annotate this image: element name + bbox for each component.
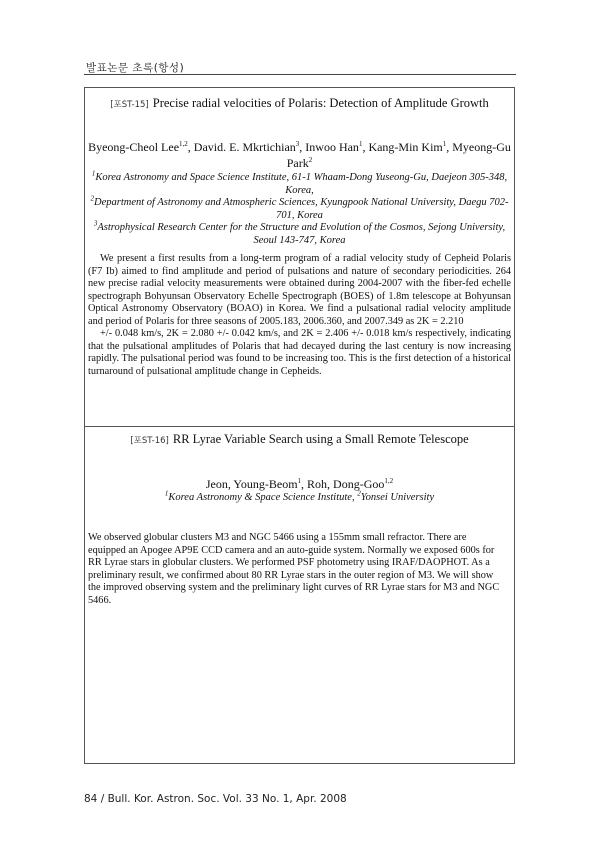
affiliation: $^3$Astrophysical Research Center for the Structure and Evolution of the Cosmos, Sejong University, Seoul 143-747, Korea	[93, 219, 506, 246]
paper2-title: RR Lyrae Variable Search using a Small Remote Telescope	[172, 432, 469, 446]
paper1-title: Precise radial velocities of Polaris: Detection of Amplitude Growth	[152, 96, 489, 110]
page-footer-citation: 84 / Bull. Kor. Astron. Soc. Vol. 33 No. 1, Apr. 2008	[84, 793, 347, 805]
author-name: Kang-Min Kim	[368, 140, 443, 154]
paper2-authors: Jeon, Young-Beom$^1$, Roh, Dong-Goo$^{1,2}$	[205, 477, 394, 491]
paper2-title-block	[88, 431, 511, 449]
author-name: David. E. Mkrtichian	[193, 140, 296, 154]
affiliation: Korea Astronomy & Space Science Institute,	[168, 492, 355, 503]
affiliation: $^1$Korea Astronomy and Space Science Institute, 61-1 Whaam-Dong Yuseong-Gu, Daejeon 305-348, Korea,	[91, 169, 508, 196]
paper1-tag: [포ST-15]	[110, 100, 149, 110]
affiliation: Yonsei University	[360, 492, 435, 503]
paper1-abstract	[88, 253, 511, 378]
paper1-authors: Byeong-Cheol Lee$^{1,2}$, David. E. Mkrtichian$^3$, Inwoo Han$^1$, Kang-Min Kim$^1$, Myeong-Gu Park$^2$	[88, 140, 511, 170]
abstract-paragraph: We observed globular clusters M3 and NGC 5466 using a 155mm small refractor. There are equipped an Apogee AP9E CCD camera and an auto-guide system. Normally we exposed 600s for RR Lyrae stars in globular clusters. We performed PSF photometry using IRAF/DAOPHOT. As a preliminary result, we confirmed about 80 RR Lyrae stars in the outer region of M3. We will show the improved observing system and the preliminary light curves of RR Lyrae stars for M3 and NGC 5466.	[88, 532, 500, 606]
paper2-tag: [포ST-16]	[130, 436, 169, 446]
affiliation: $^2$Department of Astronomy and Atmospheric Sciences, Kyungpook National University, Daegu 702-701, Korea	[90, 194, 509, 221]
abstract-divider	[84, 426, 515, 427]
header-rule	[84, 74, 516, 75]
paper2-affiliations: $^1$Korea Astronomy & Space Science Institute, $^2$Yonsei University	[164, 489, 435, 503]
author-name: Myeong-Gu Park	[286, 140, 511, 170]
author-name: Byeong-Cheol Lee	[88, 140, 180, 154]
paper1-title-block	[88, 95, 511, 113]
author-name: Roh, Dong-Goo	[307, 477, 385, 491]
author-name: Inwoo Han	[305, 140, 359, 154]
abstract-paragraph: We present a first results from a long-term program of a radial velocity study of Cepheid Polaris (F7 Ib) aimed to find amplitude and period of pulsations and nature of secondary periodicities. 264 new precise radial velocity measurements were obtained during 2004-2007 with the fiber-fed echelle spectrograph Bohyunsan Observatory Echelle Spectrograph (BOES) of 1.8m telescope at Bohyunsan Optical Astronomy Observatory (BOAO) in Korea. We find a pulsational radial velocity amplitude and period of Polaris for three seasons of 2005.183, 2006.360, and 2007.349 as 2K = 2.210	[88, 253, 511, 327]
paper1-affiliations	[88, 169, 511, 247]
author-name: Jeon, Young-Beom	[205, 477, 298, 491]
paper2-abstract	[88, 522, 500, 618]
running-header: 발표논문 초록(항성)	[86, 62, 185, 74]
abstract-paragraph: +/- 0.048 km/s, 2K = 2.080 +/- 0.042 km/s, and 2K = 2.406 +/- 0.018 km/s respectively, indicating that the pulsational amplitudes of Polaris that had decayed during the last century is now increasing rapidly. The pulsational period was found to be increasing too. This is the first detection of a historical turnaround of pulsational amplitude change in Cepheids.	[88, 328, 511, 377]
